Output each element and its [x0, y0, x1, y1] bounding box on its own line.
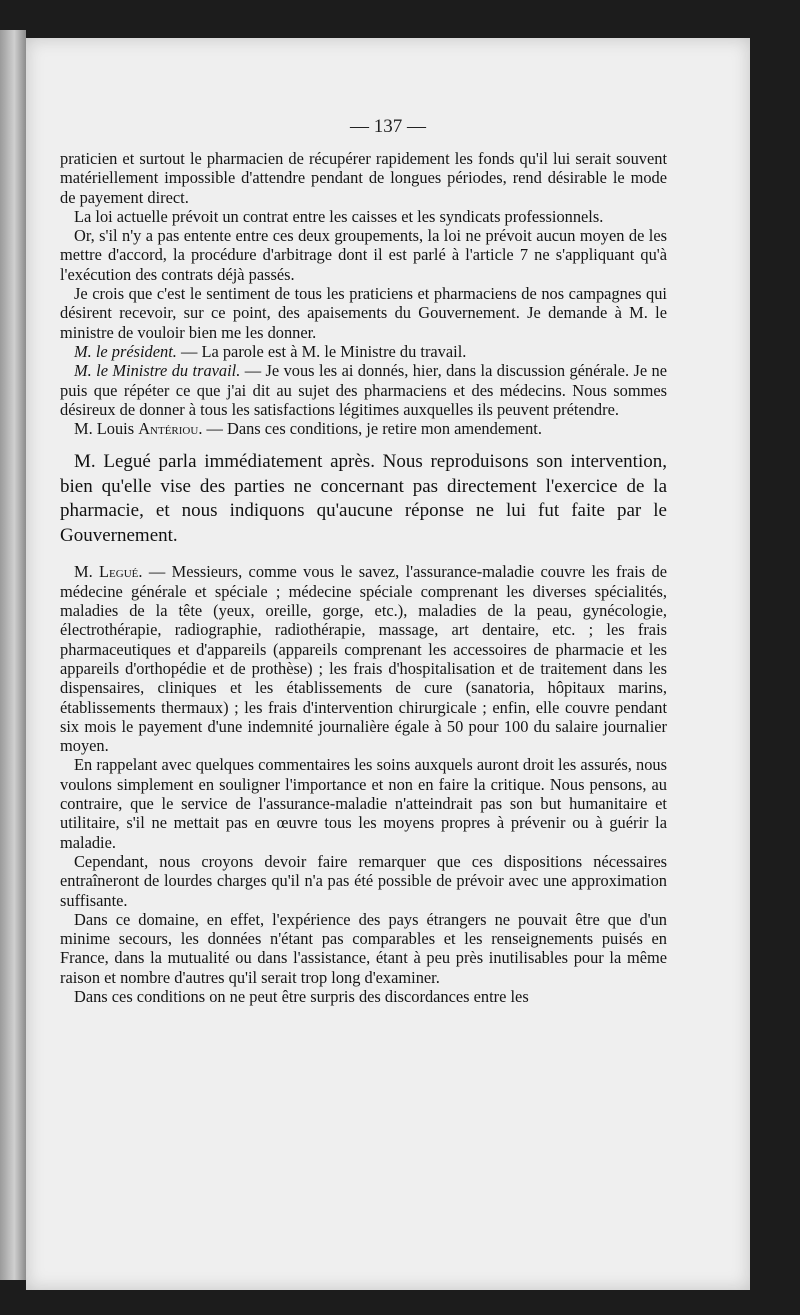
paragraph: Dans ce domaine, en effet, l'expérience des pays étrangers ne pouvait être que d'un minime secours, les données n'étant pas comparables et les renseignements puisés en France, dans la mutualité ou dans l'assistance, étant à peu près inutilisables pour la même raison et nombre d'autres qu'il serait trop long d'examiner.: [60, 909, 667, 987]
body-text: [60, 149, 667, 1006]
speaker-name: M. le président.: [74, 341, 177, 361]
speaker-prefix: M. Louis: [74, 419, 139, 439]
document-page: [26, 38, 750, 1290]
paragraph: Dans ces conditions on ne peut être surpris des discordances entre les: [74, 986, 529, 1006]
speaker-name: Antériou: [138, 419, 199, 439]
speech-text: — La parole est à M. le Ministre du travail.: [176, 341, 467, 361]
paragraph-anteriou: [60, 419, 667, 438]
speech-text: . — Dans ces conditions, je retire mon amendement.: [198, 419, 542, 439]
adjacent-page-edge: [0, 30, 26, 1280]
paragraph: Je crois que c'est le sentiment de tous les praticiens et pharmaciens de nos campagnes qui désirent recevoir, sur ce point, des apaisements du Gouvernement. Je demande à M. le ministre de vouloir bien me les donner.: [60, 284, 667, 342]
paragraph: En rappelant avec quelques commentaires les soins auxquels auront droit les assurés, nous voulons simplement en souligner l'importance et non en faire la critique. Nous pensons, au contraire, que le service de l'assurance-maladie n'atteindrait pas son but humanitaire et utilitaire, s'il ne mettait pas en œuvre tous les moyens propres à prévenir ou à guérir la maladie.: [60, 755, 667, 852]
speaker-prefix: M.: [74, 562, 100, 582]
speaker-name: M. le Ministre du travail.: [74, 361, 241, 381]
paragraph-legue: [60, 562, 667, 755]
paragraph-ministre: [60, 361, 667, 419]
intro-paragraph: M. Legué parla immédiatement après. Nous reproduisons son intervention, bien qu'elle vise des parties ne concernant pas directement l'exercice de la pharmacie, et nous indiquons qu'aucune réponse ne lui fut faite par le Gouvernement.: [60, 451, 667, 546]
paragraph: Or, s'il n'y a pas entente entre ces deux groupements, la loi ne prévoit aucun moyen de les mettre d'accord, la procédure d'arbitrage dont il est parlé à l'article 7 ne s'appliquant qu'à l'exécution des contrats déjà passés.: [60, 226, 667, 284]
page-number: — 137 —: [350, 116, 426, 137]
paragraph-president: [60, 342, 667, 361]
paragraph: Cependant, nous croyons devoir faire remarquer que ces dispositions nécessaires entraîneront de lourdes charges qu'il n'a pas été possible de prévoir avec une approximation suffisante.: [60, 851, 667, 910]
speech-text: . — Messieurs, comme vous le savez, l'assurance-maladie couvre les frais de médecine générale et spéciale ; médecine spéciale comprenant les diverses spécialités, maladies de la tête (yeux, oreille, gorge, etc.), maladies de la peau, gynécologie, électrothérapie, radiographie, radiothérapie, massage, art dentaire, etc. ; les frais pharmaceutiques et d'appareils (appareils comprenant les accessoires de pharmacie et les appareils d'orthopédie et de prothèse) ; les frais d'hospitalisation et de traitement dans les dispensaires, cliniques et les établissements de cure (sanatoria, hôpitaux marins, établissements thermaux) ; les frais d'intervention chirurgicale ; enfin, elle couvre pendant six mois le payement d'une indemnité journalière égale à 50 pour 100 du salaire journalier moyen.: [60, 562, 667, 756]
speech-text: — Je vous les ai donnés, hier, dans la discussion générale. Je ne puis que répéter ce que j'ai dit au sujet des pharmaciens et des médecins. Nous sommes désireux de donner à tous les satisfactions légitimes auxquelles ils peuvent prétendre.: [60, 361, 667, 419]
paragraph: praticien et surtout le pharmacien de récupérer rapidement les fonds qu'il lui serait souvent matériellement impossible d'attendre pendant de longues périodes, rend désirable le mode de payement direct.: [60, 149, 667, 207]
paragraph: La loi actuelle prévoit un contrat entre les caisses et les syndicats professionnels.: [74, 206, 604, 226]
speaker-name: Legué: [99, 562, 139, 582]
